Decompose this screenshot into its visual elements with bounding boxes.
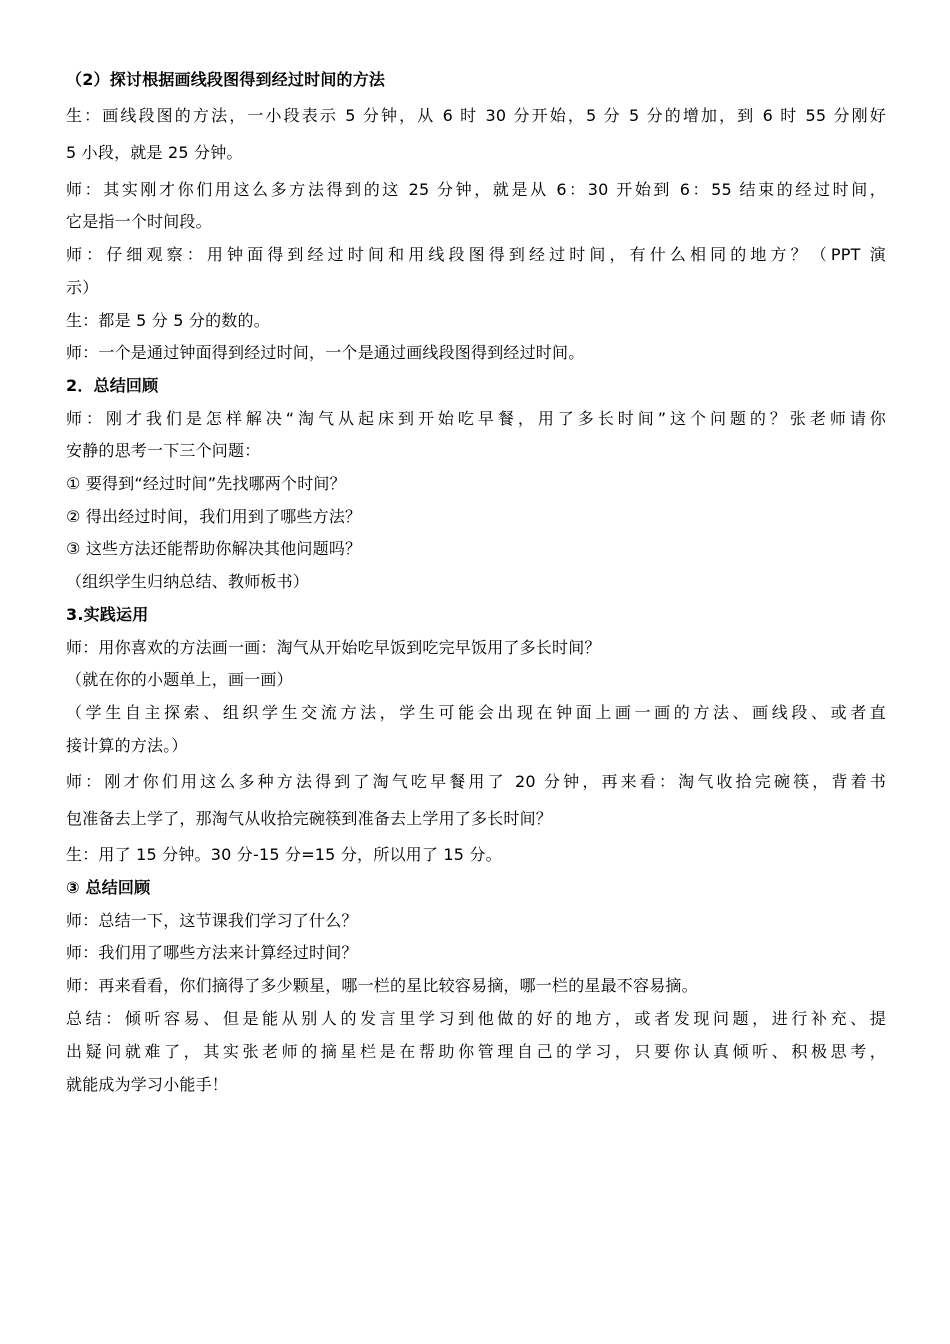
section-heading: 3.实践运用 xyxy=(66,605,149,624)
text-line: （就在你的小题单上，画一画） xyxy=(66,670,293,689)
text-line: 师：刚才我们是怎样解决“淘气从起床到开始吃早餐，用了多长时间”这个问题的？张老师请你 xyxy=(66,409,886,428)
text-line: 师：再来看看，你们摘得了多少颗星，哪一栏的星比较容易摘，哪一栏的星最不容易摘。 xyxy=(66,976,698,995)
text-line: 包准备去上学了，那淘气从收拾完碗筷到准备去上学用了多长时间？ xyxy=(66,809,553,828)
text-line: 师：其实刚才你们用这么多方法得到的这 25 分钟，就是从 6：30 开始到 6：55 结束的经过时间， xyxy=(66,180,886,199)
text-line: 师：我们用了哪些方法来计算经过时间？ xyxy=(66,943,358,962)
text-line: （组织学生归纳总结、教师板书） xyxy=(66,572,310,591)
text-line: 师：刚才你们用这么多种方法得到了淘气吃早餐用了 20 分钟，再来看：淘气收拾完碗筷，背着书 xyxy=(66,772,886,791)
text-line: 出疑问就难了，其实张老师的摘星栏是在帮助你管理自己的学习，只要你认真倾听、积极思考， xyxy=(66,1042,886,1061)
text-line: 示） xyxy=(66,278,99,297)
text-line: 总结：倾听容易、但是能从别人的发言里学习到他做的好的地方，或者发现问题，进行补充、提 xyxy=(66,1009,886,1028)
text-line: 安静的思考一下三个问题： xyxy=(66,441,261,460)
text-line: 它是指一个时间段。 xyxy=(66,212,212,231)
document-page xyxy=(66,70,886,1095)
text-line: 生：画线段图的方法，一小段表示 5 分钟，从 6 时 30 分开始，5 分 5 分的增加，到 6 时 55 分刚好 xyxy=(66,106,886,125)
text-line: （学生自主探索、组织学生交流方法，学生可能会出现在钟面上画一画的方法、画线段、或者直 xyxy=(66,703,886,722)
text-line: 师：用你喜欢的方法画一画：淘气从开始吃早饭到吃完早饭用了多长时间？ xyxy=(66,638,601,657)
text-line: ① 要得到“经过时间”先找哪两个时间？ xyxy=(66,474,346,493)
section-heading: ③ 总结回顾 xyxy=(66,878,151,897)
text-line: 5 小段，就是 25 分钟。 xyxy=(66,143,243,162)
text-line: 师：总结一下，这节课我们学习了什么？ xyxy=(66,911,358,930)
section-heading: （2）探讨根据画线段图得到经过时间的方法 xyxy=(66,70,386,89)
text-line: ③ 这些方法还能帮助你解决其他问题吗？ xyxy=(66,539,362,558)
text-line: ② 得出经过时间，我们用到了哪些方法？ xyxy=(66,507,362,526)
text-line: 就能成为学习小能手！ xyxy=(66,1075,229,1094)
text-line: 生：用了 15 分钟。30 分-15 分=15 分，所以用了 15 分。 xyxy=(66,845,502,864)
text-line: 生：都是 5 分 5 分的数的。 xyxy=(66,311,270,330)
text-line: 接计算的方法。） xyxy=(66,736,188,755)
text-line: 师：一个是通过钟面得到经过时间，一个是通过画线段图得到经过时间。 xyxy=(66,343,585,362)
section-heading: 2．总结回顾 xyxy=(66,376,159,395)
text-line: 师：仔细观察：用钟面得到经过时间和用线段图得到经过时间，有什么相同的地方？（PPT 演 xyxy=(66,245,886,264)
